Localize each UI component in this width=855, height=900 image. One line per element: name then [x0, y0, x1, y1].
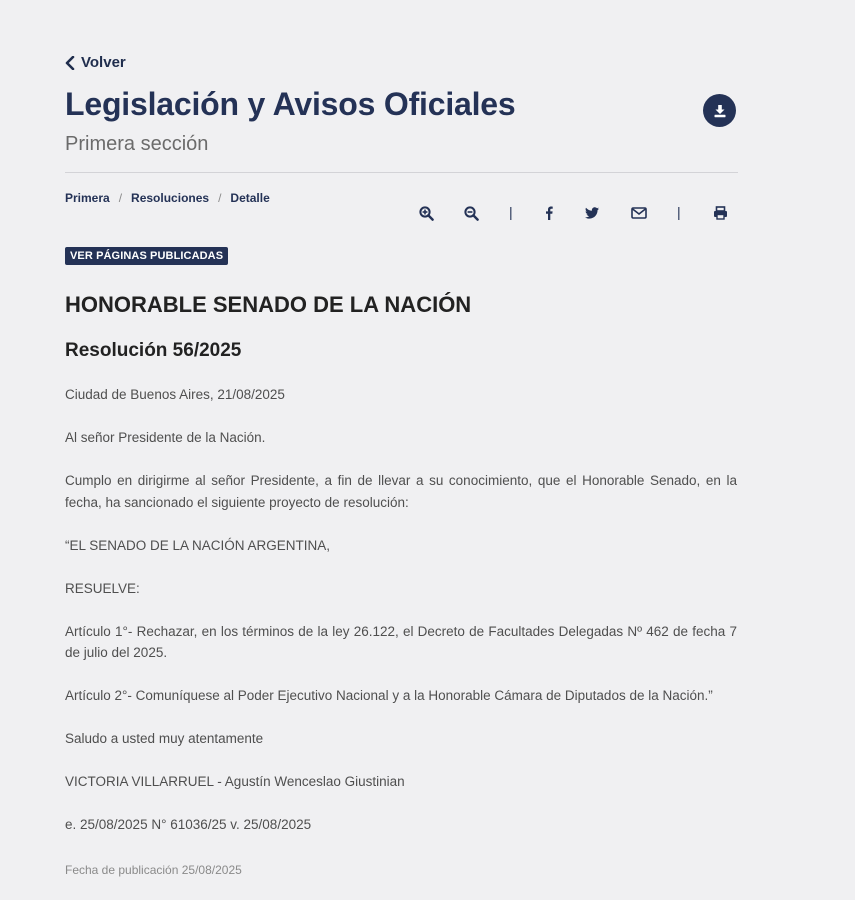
download-button[interactable] [703, 94, 736, 127]
zoom-out-icon [464, 206, 479, 221]
resolution-title: Resolución 56/2025 [65, 340, 242, 361]
email-icon [631, 207, 647, 219]
chevron-left-icon [65, 56, 75, 70]
document-body [65, 384, 737, 857]
zoom-out-button[interactable] [463, 203, 479, 223]
breadcrumb-separator: / [118, 191, 123, 205]
header-divider [65, 172, 738, 173]
share-email-button[interactable] [630, 203, 647, 223]
share-twitter-button[interactable] [584, 203, 600, 223]
document-paragraph: Cumplo en dirigirme al señor Presidente, a fin de llevar a su conocimiento, que el Honorable Senado, en la fecha, ha sancionado el siguiente proyecto de resolución: [65, 473, 737, 510]
breadcrumb-item-primera[interactable]: Primera [65, 191, 110, 205]
zoom-in-icon [419, 206, 434, 221]
breadcrumb-separator: / [218, 191, 222, 205]
published-pages-button[interactable]: VER PÁGINAS PUBLICADAS [65, 247, 228, 265]
facebook-icon [545, 206, 553, 220]
breadcrumb-item-detalle[interactable]: Detalle [230, 191, 270, 205]
publication-date: Fecha de publicación 25/08/2025 [65, 863, 242, 877]
back-link[interactable] [65, 54, 126, 71]
page-title: Legislación y Avisos Oficiales [65, 86, 516, 122]
page-subtitle: Primera sección [65, 133, 209, 155]
back-label: Volver [81, 54, 126, 71]
twitter-icon [585, 207, 599, 219]
toolbar-separator: | [677, 204, 681, 220]
document-paragraph: VICTORIA VILLARRUEL - Agustín Wenceslao Giustinian [65, 774, 405, 789]
document-paragraph: Artículo 2°- Comuníquese al Poder Ejecutivo Nacional y a la Honorable Cámara de Diputados de la Nación.” [65, 688, 713, 703]
toolbar-separator: | [509, 204, 513, 220]
share-facebook-button[interactable] [543, 203, 555, 223]
document-toolbar [0, 203, 855, 223]
print-button[interactable] [712, 203, 728, 223]
download-icon [713, 104, 727, 118]
document-paragraph: e. 25/08/2025 N° 61036/25 v. 25/08/2025 [65, 817, 312, 832]
document-paragraph: Saludo a usted muy atentamente [65, 731, 264, 746]
document-paragraph: Artículo 1°- Rechazar, en los términos de la ley 26.122, el Decreto de Facultades Delegadas Nº 462 de fecha 7 de julio del 2025. [65, 623, 737, 660]
document-paragraph: Al señor Presidente de la Nación. [65, 430, 266, 445]
document-paragraph: “EL SENADO DE LA NACIÓN ARGENTINA, [65, 537, 331, 553]
document-paragraph: RESUELVE: [65, 580, 140, 596]
breadcrumb-item-resoluciones[interactable]: Resoluciones [131, 191, 210, 205]
print-icon [713, 206, 728, 220]
document-paragraph: Ciudad de Buenos Aires, 21/08/2025 [65, 387, 285, 402]
zoom-in-button[interactable] [418, 203, 434, 223]
issuing-organism: HONORABLE SENADO DE LA NACIÓN [65, 292, 472, 317]
